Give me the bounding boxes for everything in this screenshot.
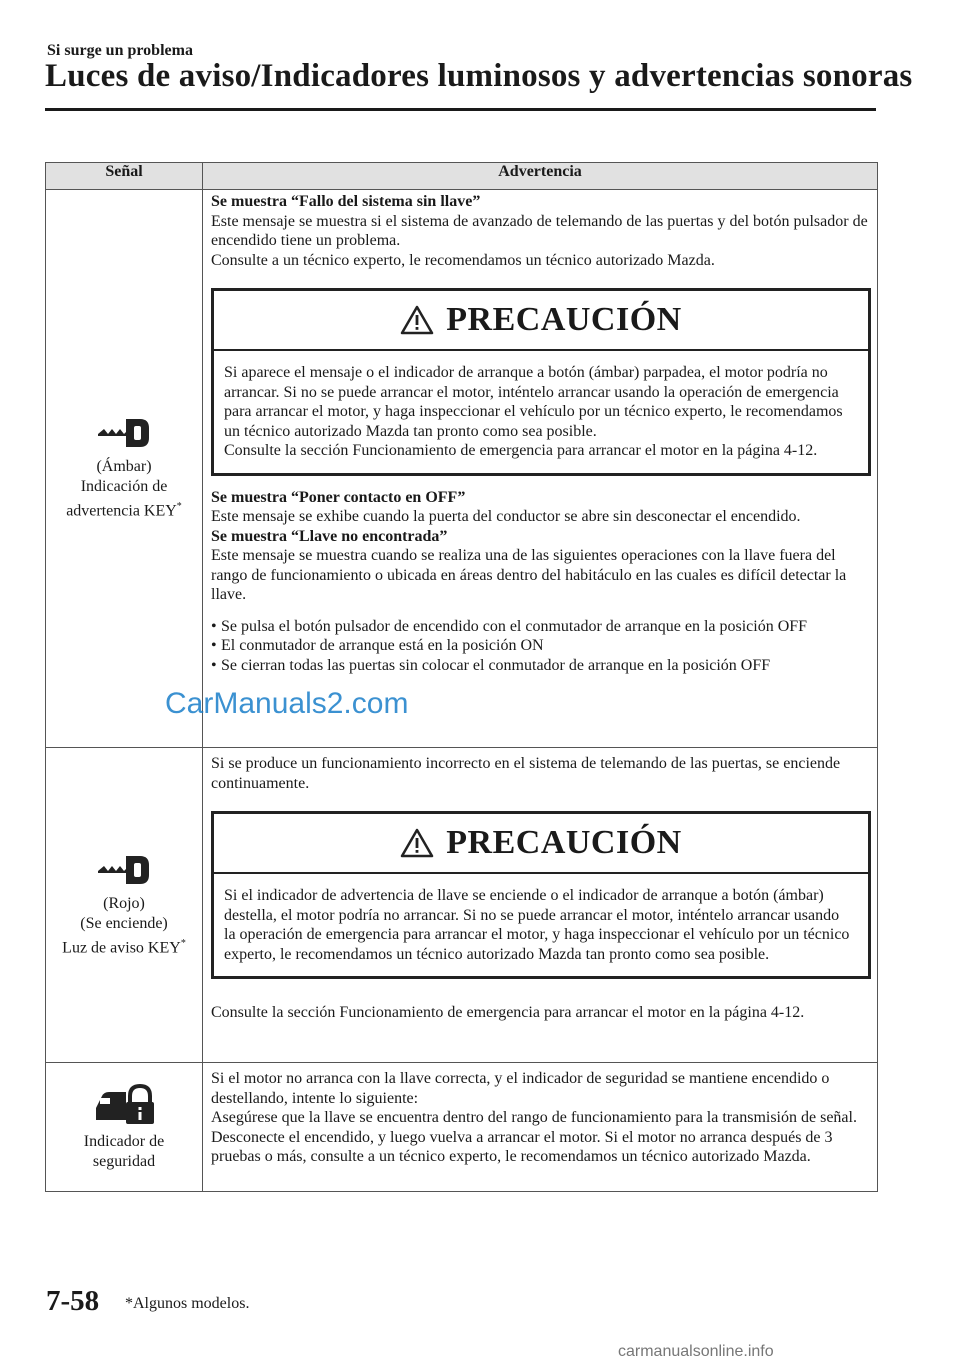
list-item: • Se cierran todas las puertas sin colocar el conmutador de arranque en la posición OFF xyxy=(211,656,869,676)
title-rule xyxy=(45,108,876,111)
footnote: *Algunos modelos. xyxy=(125,1295,250,1312)
list-item: • El conmutador de arranque está en la posición ON xyxy=(211,636,869,656)
caution-header xyxy=(214,291,868,351)
warning-triangle-icon xyxy=(400,828,434,858)
watermark: CarManuals2.com xyxy=(165,687,409,720)
table-header-row xyxy=(46,163,878,190)
signal-state-label: (Se enciende) xyxy=(80,914,168,932)
warning-table xyxy=(45,162,878,1192)
message-text: Consulte la sección Funcionamiento de emergencia para arrancar el motor en la página 4-12. xyxy=(211,1004,805,1021)
security-car-lock-icon xyxy=(92,1082,156,1126)
message-text: Si se produce un funcionamiento incorrecto en el sistema de telemando de las puertas, se enciende continuamente. xyxy=(211,755,841,792)
column-header-signal: Señal xyxy=(46,163,203,190)
signal-cell xyxy=(46,190,203,748)
key-warning-icon xyxy=(96,415,152,451)
signal-name: Luz de aviso KEY* xyxy=(62,937,186,957)
message-title: Se muestra “Llave no encontrada” xyxy=(211,527,448,545)
message-text: Este mensaje se exhibe cuando la puerta del conductor se abre sin desconectar el encendido. xyxy=(211,508,801,525)
section-label: Si surge un problema xyxy=(47,42,193,59)
list-item: • Se pulsa el botón pulsador de encendido con el conmutador de arranque en la posición OFF xyxy=(211,617,869,637)
signal-color-label: (Ámbar) xyxy=(96,458,152,476)
message-text: Este mensaje se muestra si el sistema de avanzado de telemando de las puertas y del botón pulsador de encendido tiene un problema. xyxy=(211,212,868,249)
table-row xyxy=(46,748,878,1063)
caution-header xyxy=(214,814,868,874)
caution-box xyxy=(211,288,871,476)
key-warning-icon xyxy=(96,852,152,888)
table-row xyxy=(46,1063,878,1192)
caution-body: Si el indicador de advertencia de llave se enciende o el indicador de arranque a botón (ámbar) destella, el motor podría no arrancar. Si no se puede arrancar el motor, inténtelo arrancar usando la operación de emergencia para arrancar el motor, y haga inspeccionar el vehículo por un técnico experto, le recomendamos un técnico autorizado Mazda tan pronto como sea posible. xyxy=(224,887,850,963)
table-row xyxy=(46,190,878,748)
page-number: 7-58 xyxy=(46,1285,100,1317)
warning-triangle-icon xyxy=(400,305,434,335)
signal-name-line2: seguridad xyxy=(92,1153,156,1170)
warning-cell xyxy=(203,1063,878,1192)
column-header-warning: Advertencia xyxy=(203,163,878,190)
bullet-list xyxy=(211,617,869,676)
page-title: Luces de aviso/Indicadores luminosos y advertencias sonoras xyxy=(45,58,913,94)
signal-name-line1: Indicación de xyxy=(80,478,168,496)
message-title: Se muestra “Fallo del sistema sin llave” xyxy=(211,193,481,210)
signal-cell xyxy=(46,748,203,1063)
warning-cell xyxy=(203,748,878,1063)
signal-name-line2: advertencia KEY* xyxy=(66,501,182,520)
message-title: Se muestra “Poner contacto en OFF” xyxy=(211,488,466,506)
message-text: Consulte a un técnico experto, le recomendamos un técnico autorizado Mazda. xyxy=(211,251,715,269)
caution-body: Si aparece el mensaje o el indicador de arranque a botón (ámbar) parpadea, el motor podría no arrancar. Si no se puede arrancar el motor, inténtelo arrancar usando la operación de emergencia para arrancar el motor, y haga inspeccionar el vehículo por un técnico experto, le recomendamos un técnico autorizado Mazda tan pronto como sea posible. Consulte la sección Funcionamiento de emergencia para arrancar el motor en la página 4-12. xyxy=(224,364,843,459)
message-text: Este mensaje se muestra cuando se realiza una de las siguientes operaciones con la llave fuera del rango de funcionamiento o ubicada en áreas dentro del habitáculo en las cuales es difícil detectar la llave. xyxy=(211,547,847,603)
message-text: Si el motor no arranca con la llave correcta, y el indicador de seguridad se mantiene encendido o destellando, intente lo siguiente: xyxy=(211,1070,830,1107)
caution-box xyxy=(211,811,871,979)
message-text: Asegúrese que la llave se encuentra dentro del rango de funcionamiento para la transmisión de señal. Desconecte el encendido, y luego vuelva a arrancar el motor. Si el motor no arranca después de 3 pruebas o más, consulte a un técnico experto, le recomendamos un técnico autorizado Mazda. xyxy=(211,1109,857,1165)
footer-site: carmanualsonline.info xyxy=(618,1343,774,1360)
signal-cell xyxy=(46,1063,203,1192)
signal-name-line1: Indicador de xyxy=(83,1133,165,1150)
caution-title: PRECAUCIÓN xyxy=(446,301,682,339)
signal-color-label: (Rojo) xyxy=(103,894,145,912)
caution-title: PRECAUCIÓN xyxy=(446,824,682,862)
warning-cell xyxy=(203,190,878,748)
